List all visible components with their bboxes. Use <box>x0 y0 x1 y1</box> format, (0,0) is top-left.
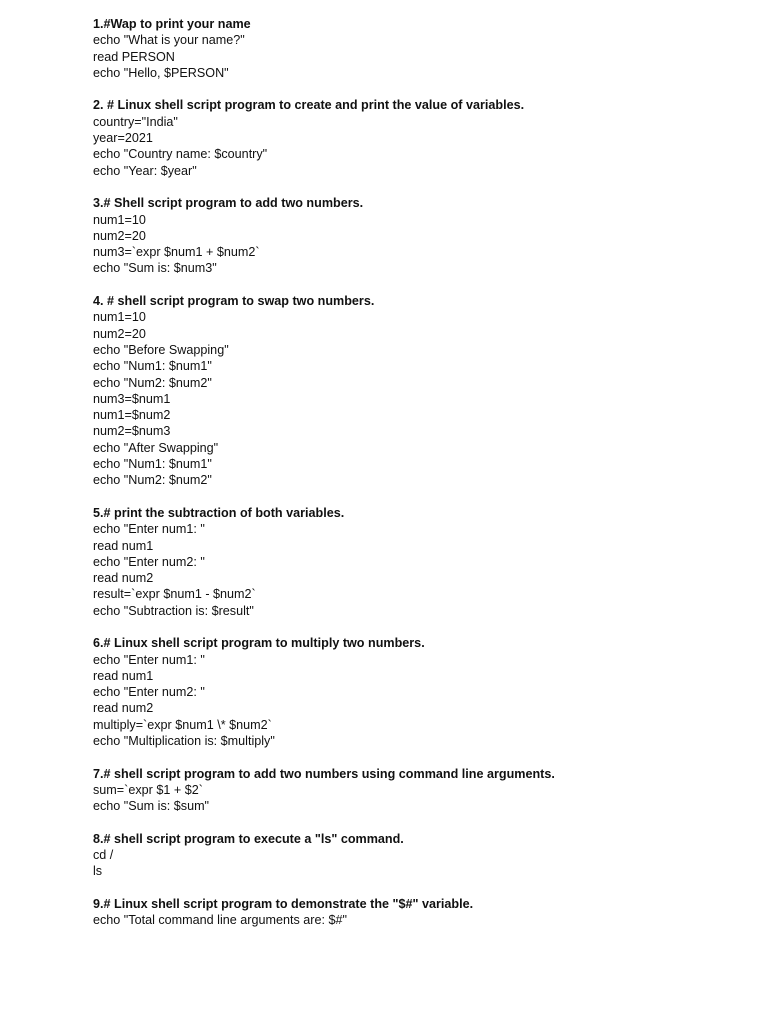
code-line: echo "What is your name?" <box>93 33 245 48</box>
code-line: sum=`expr $1 + $2` <box>93 782 203 797</box>
code-line: echo "Total command line arguments are: $#" <box>93 913 347 928</box>
code-line: echo "Num1: $num1" <box>93 359 212 374</box>
code-line: num3=`expr $num1 + $num2` <box>93 245 260 260</box>
section-9 <box>93 896 753 929</box>
code-line: echo "Before Swapping" <box>93 342 229 357</box>
section-heading: 2. # Linux shell script program to create and print the value of variables. <box>93 98 525 113</box>
section-heading: 9.# Linux shell script program to demonstrate the "$#" variable. <box>93 897 474 912</box>
code-line: read num1 <box>93 538 154 553</box>
code-line: echo "Year: $year" <box>93 163 197 178</box>
code-line: num3=$num1 <box>93 391 171 406</box>
section-3 <box>93 195 753 276</box>
section-8 <box>93 831 753 880</box>
code-line: year=2021 <box>93 131 153 146</box>
code-line: echo "Sum is: $num3" <box>93 261 217 276</box>
code-line: read num2 <box>93 571 154 586</box>
code-line: num2=$num3 <box>93 424 171 439</box>
code-line: read num1 <box>93 668 154 683</box>
section-heading: 8.# shell script program to execute a "ls" command. <box>93 831 404 846</box>
code-line: echo "Num2: $num2" <box>93 375 212 390</box>
section-heading: 5.# print the subtraction of both variables. <box>93 505 345 520</box>
section-heading: 7.# shell script program to add two numbers using command line arguments. <box>93 766 555 781</box>
code-line: echo "Enter num1: " <box>93 652 205 667</box>
code-line: cd / <box>93 848 114 863</box>
code-line: echo "Country name: $country" <box>93 147 268 162</box>
section-heading: 1.#Wap to print your name <box>93 17 251 31</box>
section-4 <box>93 293 753 489</box>
code-line: echo "Sum is: $sum" <box>93 799 210 814</box>
code-line: num1=10 <box>93 212 146 227</box>
section-7 <box>93 766 753 815</box>
code-line: read num2 <box>93 701 154 716</box>
code-line: result=`expr $num1 - $num2` <box>93 587 256 602</box>
section-5 <box>93 505 753 619</box>
code-line: echo "Num1: $num1" <box>93 457 212 472</box>
code-line: echo "Num2: $num2" <box>93 473 212 488</box>
section-2 <box>93 97 753 178</box>
section-heading: 6.# Linux shell script program to multiply two numbers. <box>93 636 425 651</box>
code-line: num2=20 <box>93 326 146 341</box>
code-line: echo "Hello, $PERSON" <box>93 65 229 80</box>
section-heading: 4. # shell script program to swap two numbers. <box>93 294 375 309</box>
section-heading: 3.# Shell script program to add two numbers. <box>93 196 364 211</box>
code-line: ls <box>93 864 103 879</box>
code-line: multiply=`expr $num1 \* $num2` <box>93 717 272 732</box>
code-line: num2=20 <box>93 228 146 243</box>
document-page <box>93 16 753 945</box>
code-line: read PERSON <box>93 49 175 64</box>
code-line: num1=10 <box>93 310 146 325</box>
code-line: echo "Multiplication is: $multiply" <box>93 734 275 749</box>
code-line: num1=$num2 <box>93 408 171 423</box>
code-line: echo "Subtraction is: $result" <box>93 603 254 618</box>
code-line: country="India" <box>93 114 178 129</box>
code-line: echo "Enter num1: " <box>93 522 205 537</box>
section-1 <box>93 16 753 81</box>
code-line: echo "Enter num2: " <box>93 554 205 569</box>
code-line: echo "Enter num2: " <box>93 685 205 700</box>
code-line: echo "After Swapping" <box>93 440 219 455</box>
section-6 <box>93 635 753 749</box>
